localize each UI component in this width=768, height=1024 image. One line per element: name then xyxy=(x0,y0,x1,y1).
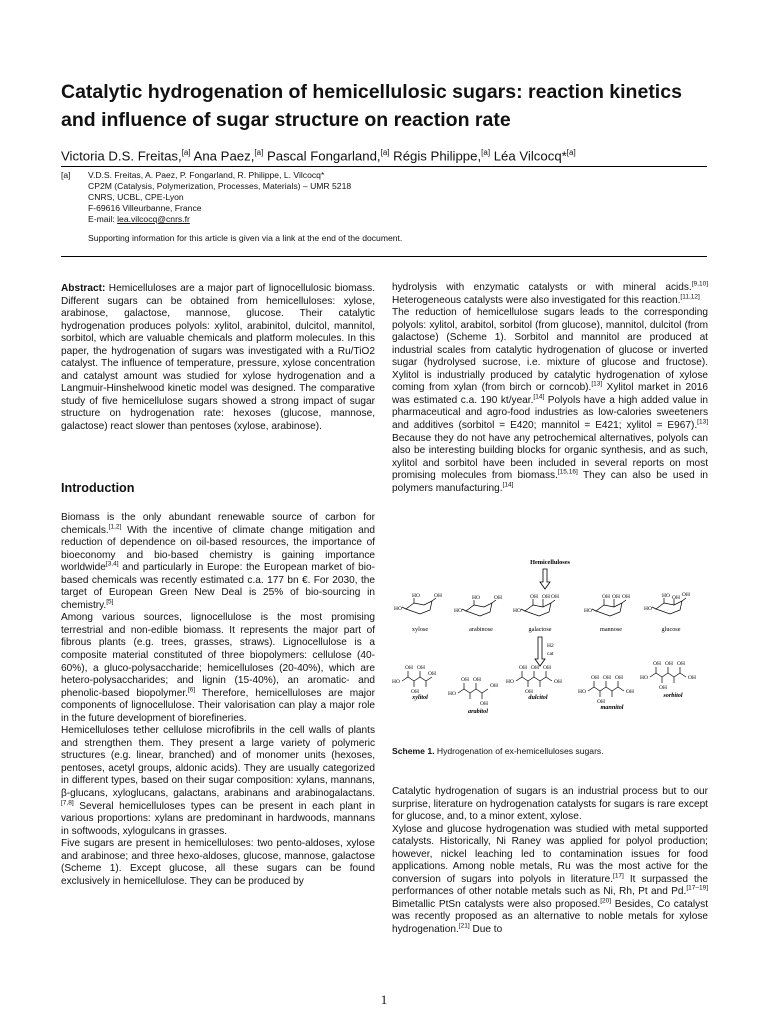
svg-text:OH: OH xyxy=(672,595,680,601)
svg-text:OH: OH xyxy=(602,594,610,600)
svg-text:HO: HO xyxy=(644,606,652,612)
sugar-label-xylose: xylose xyxy=(411,626,429,633)
abstract xyxy=(61,283,375,434)
svg-text:HO: HO xyxy=(584,608,592,614)
svg-text:HO: HO xyxy=(640,675,648,681)
sugar-label-galactose: galactose xyxy=(528,626,552,633)
svg-text:OH: OH xyxy=(653,661,661,667)
paragraph-text: Five sugars are present in hemicelluloses: two pento-aldoses, xylose and arabinose; and three hexo-aldoses, glucose, mannose, galactose (Scheme 1). Except glucose, all these sugars can be found exclusively in hemicellulose. They can be produced by xyxy=(61,838,375,887)
citation-ref: [5] xyxy=(106,598,114,606)
citation-ref: [14] xyxy=(502,481,514,489)
author-name: Pascal Fongarland, xyxy=(263,148,381,164)
sugar-label-arabinose: arabinose xyxy=(469,626,493,633)
polyol-label-xylitol: xylitol xyxy=(412,694,428,701)
paragraph xyxy=(392,824,708,937)
svg-text:OH: OH xyxy=(519,665,527,671)
author-affiliation-mark: [a] xyxy=(181,148,191,157)
svg-text:HO: HO xyxy=(662,593,670,599)
author-name: Ana Paez, xyxy=(190,148,255,164)
paragraph xyxy=(61,838,375,888)
svg-text:OH: OH xyxy=(434,593,442,599)
svg-text:OH: OH xyxy=(659,685,667,691)
svg-text:HO: HO xyxy=(506,679,514,685)
svg-text:OH: OH xyxy=(490,683,498,689)
abstract-label: Abstract: xyxy=(61,283,106,294)
scheme-caption xyxy=(392,746,604,756)
svg-text:OH: OH xyxy=(480,701,488,707)
paragraph-text: They can also be used in polymers manufacturing. xyxy=(392,470,708,494)
top-rule xyxy=(61,166,707,167)
svg-text:OH: OH xyxy=(591,675,599,681)
affiliation-line: F-69616 Villeurbanne, France xyxy=(88,203,202,213)
svg-text:OH: OH xyxy=(615,675,623,681)
citation-ref: [15,16] xyxy=(557,468,578,476)
email-line xyxy=(88,214,688,225)
svg-text:OH: OH xyxy=(597,699,605,705)
svg-text:HO: HO xyxy=(392,679,400,685)
introduction-heading: Introduction xyxy=(61,481,135,495)
svg-text:OH: OH xyxy=(612,594,620,600)
author-name: Régis Philippe, xyxy=(389,148,482,164)
paragraph-text: Xylitol market in 2016 was estimated c.a. 190 kt/year. xyxy=(392,382,708,406)
paragraph xyxy=(61,725,375,838)
svg-text:OH: OH xyxy=(417,665,425,671)
citation-ref: [13] xyxy=(697,418,708,426)
email-label: E-mail: xyxy=(88,214,118,224)
paragraph-text: Xylose and glucose hydrogenation was studied with metal supported catalysts. Historically, Ni Raney was applied for polyol production; however, nickel leaching led to contamination issues for food applications. Among noble metals, Ru was the most active for the conversion of sugars into polyols in literature. xyxy=(392,823,708,885)
citation-ref: [11,12] xyxy=(680,293,700,301)
polyol-label-dulcitol: dulcitol xyxy=(528,694,548,701)
svg-text:OH: OH xyxy=(525,689,533,695)
svg-text:OH: OH xyxy=(428,671,436,677)
paper-title: Catalytic hydrogenation of hemicellulosic sugars: reaction kinetics and influence of sugar structure on reaction rate xyxy=(61,81,682,131)
author-list xyxy=(61,145,731,164)
svg-text:OH: OH xyxy=(531,665,539,671)
left-column-body xyxy=(61,512,375,888)
hydrogenation-arrow xyxy=(535,637,545,666)
paragraph xyxy=(392,307,708,495)
paragraph-text: Because they do not have any petrochemical alternatives, polyols can also be interesting building blocks for organic synthesis, and as such, xylitol and sorbitol have been included in several reports on most promising molecules from biomass. xyxy=(392,432,708,482)
paragraph xyxy=(392,786,708,824)
arrow-label-cat: cat xyxy=(547,651,554,657)
author-affiliation-mark: [a] xyxy=(481,148,491,157)
abstract-text: Hemicelluloses are a major part of lignocellulosic biomass. Different sugars can be obtained from hemicelluloses: xylose, arabinose, galactose, mannose, glucose. Their catalytic hydrogenation produces polyols: xylitol, arabinitol, dulcitol, mannitol, sorbitol, which are valuable chemicals and platform molecules. In this paper, the hydrogenation of sugars was investigated with a Ru/TiO2 catalyst. The influence of temperature, pressure, xylose concentration and catalyst amount was studied for xylose hydrogenation and a Langmuir-Hinshelwood kinetic model was designed. The comparative study of five hemicellulose sugars showed a strong impact of sugar structure on hydrogenation rate: hexoses (glucose, mannose, galactose) react slower than pentoses (xylose, arabinose). xyxy=(61,283,375,433)
svg-text:HO: HO xyxy=(412,593,420,599)
paragraph-text: hydrolysis with enzymatic catalysts or with mineral acids. xyxy=(392,282,692,293)
svg-text:OH: OH xyxy=(554,679,562,685)
author-affiliation-mark: [a] xyxy=(254,148,264,157)
scheme-top-label: Hemicelluloses xyxy=(530,559,570,566)
polyol-label-mannitol: mannitol xyxy=(600,704,624,711)
paragraph-text: Several hemicelluloses types can be present in each plant in various proportions: xylans are predominant in hardwoods, mannans in softwoods, xylogulcans in grasses. xyxy=(61,800,375,837)
right-column-top xyxy=(392,282,708,495)
paragraph-text: The reduction of hemicellulose sugars leads to the corresponding polyols: xylitol, arabitol, sorbitol (from glucose), mannitol, dulcitol (from galactose) (Scheme 1). Sorbitol and mannitol are produced at industrial scales from catalytic hydrogenation of glucose or inverted sugar (hydrolysed sucrose, i.e. mixture of glucose and fructose). Xylitol is industrially produced by catalytic hydrogenation of xylose coming from xylan (from birch or corncob). xyxy=(392,307,708,394)
affiliation-line: CNRS, UCBL, CPE-Lyon xyxy=(88,192,184,202)
svg-text:OH: OH xyxy=(622,594,630,600)
svg-text:OH: OH xyxy=(494,595,502,601)
svg-text:OH: OH xyxy=(665,661,673,667)
paragraph xyxy=(61,612,375,725)
svg-text:OH: OH xyxy=(626,689,634,695)
svg-text:OH: OH xyxy=(530,594,538,600)
page-number: 1 xyxy=(380,992,388,1007)
citation-ref: [14] xyxy=(533,393,545,401)
paragraph-text: Heterogeneous catalysts were also investigated for this reaction. xyxy=(392,294,681,306)
polyol-label-arabitol: arabitol xyxy=(468,708,488,715)
sugar-label-mannose: mannose xyxy=(600,626,622,633)
svg-text:OH: OH xyxy=(405,665,413,671)
citation-ref: [3,4] xyxy=(105,560,119,568)
citation-ref: [20] xyxy=(600,897,612,905)
citation-ref: [17] xyxy=(613,872,624,880)
svg-text:OH: OH xyxy=(411,689,419,695)
affiliation-tag: [a] xyxy=(61,170,71,180)
svg-text:OH: OH xyxy=(677,661,685,667)
citation-ref: [7,8] xyxy=(61,799,74,807)
paragraph-text: Bimetallic PtSn catalysts were also proposed. xyxy=(392,898,601,910)
svg-text:OH: OH xyxy=(542,594,550,600)
sugar-label-glucose: glucose xyxy=(661,626,681,633)
paragraph-text: With the incentive of climate change mitigation and reduction of dependence on oil-based resources, the importance of bioeconomy and bio-based chemistry is gaining importance worldwide xyxy=(61,524,375,574)
svg-text:OH: OH xyxy=(473,677,481,683)
polyol-label-sorbitol: sorbitol xyxy=(663,692,683,699)
affiliation-line: V.D.S. Freitas, A. Paez, P. Fongarland, R. Philippe, L. Vilcocq* xyxy=(88,170,325,180)
svg-text:HO: HO xyxy=(454,608,462,614)
paragraph xyxy=(392,282,708,307)
svg-text:OH: OH xyxy=(682,592,690,598)
svg-text:HO: HO xyxy=(394,606,402,612)
citation-ref: [17–19] xyxy=(686,885,708,893)
svg-text:HO: HO xyxy=(578,689,586,695)
paragraph-text: Among various sources, lignocellulose is the most promising terrestrial and non-edible biomass. It represents the major part of fibrous plants (e.g. trees, grasses, straws). Lignocellulose is a composite material constituted of three biopolymers: cellulose (40-60%), a gluco-polysaccharide; hemicelluloses (20-40%), which are hetero-polysaccharides; and lignin (15-40%), an aromatic- and phenolic-based biopolymer. xyxy=(61,612,375,699)
citation-ref: [13] xyxy=(591,381,603,389)
scheme-1-figure xyxy=(392,553,708,743)
supporting-info-note: Supporting information for this article is given via a link at the end of the document. xyxy=(88,233,403,243)
svg-text:OH: OH xyxy=(603,675,611,681)
paragraph-text: and particularly in Europe: the European market of bio-based chemicals was recently estimated c.a. 177 bn €. For 2030, the target of European Green New Deal is 25% of bio-sourcing in chemistry. xyxy=(61,562,375,611)
caption-text: Hydrogenation of ex-hemicelluloses sugars. xyxy=(434,746,604,756)
email-link[interactable]: lea.vilcocq@cnrs.fr xyxy=(117,214,190,224)
svg-text:OH: OH xyxy=(461,677,469,683)
sugar-substituent-labels xyxy=(394,592,690,614)
author-name: Victoria D.S. Freitas, xyxy=(61,148,182,164)
svg-text:HO: HO xyxy=(472,595,480,601)
paragraph-text: Catalytic hydrogenation of sugars is an industrial process but to our surprise, literature on hydrogenation catalysts for sugars is rare except for glucose, and, to a minor extent, xylose. xyxy=(392,786,708,823)
svg-text:HO: HO xyxy=(513,608,521,614)
paragraph-text: Due to xyxy=(469,924,503,936)
paragraph-text: It surpassed the performances of other notable metals such as Ni, Rh, Pt and Pd. xyxy=(392,873,708,898)
author-affiliation-mark: [a] xyxy=(566,148,576,157)
caption-label: Scheme 1. xyxy=(392,746,435,756)
paragraph-text: Polyols have a high added value in pharmaceutical and agro-food industries as low-calories sweeteners and additives (sorbitol = E420; mannitol = E421; xylitol = E967). xyxy=(392,394,709,432)
arrow-label-h2: H2 xyxy=(547,643,554,649)
svg-text:OH: OH xyxy=(543,665,551,671)
paragraph-text: Besides, Co catalyst was recently proposed as an alternative to noble metals for xylose hydrogenation. xyxy=(392,898,708,936)
citation-ref: [21] xyxy=(458,922,470,930)
citation-ref: [1,2] xyxy=(108,523,122,531)
paragraph-text: Therefore, hemicelluloses are major components of lignocellulose. Their valorisation can play a major role in the future development of biorefineries. xyxy=(61,687,375,724)
citation-ref: [9,10] xyxy=(691,280,708,288)
paragraph-text: Biomass is the only abundant renewable source of carbon for chemicals. xyxy=(61,512,375,536)
svg-text:OH: OH xyxy=(551,594,559,600)
svg-text:HO: HO xyxy=(448,691,456,697)
author-affiliation-mark: [a] xyxy=(380,148,390,157)
affiliation-line: CP2M (Catalysis, Polymerization, Processes, Materials) – UMR 5218 xyxy=(88,181,352,191)
bottom-rule xyxy=(61,256,707,257)
right-column-bottom xyxy=(392,786,708,937)
citation-ref: [6] xyxy=(187,686,196,694)
paragraph xyxy=(61,512,375,612)
down-arrow xyxy=(540,569,550,589)
svg-text:OH: OH xyxy=(688,675,696,681)
author-name: Léa Vilcocq* xyxy=(490,148,567,164)
paragraph-text: Hemicelluloses tether cellulose microfibrils in the cell walls of plants and strengthen them. They present a large variety of polymeric structures (e.g. linear, branched) and of monomer units (hexoses, pentoses, acetyl groups, aldonic acids). They are usually categorized in different types, based on their sugar composition: xylans, mannans, β-glucans, xyloglucans, galactans, arabinans and arabinogalactans. xyxy=(61,725,375,800)
